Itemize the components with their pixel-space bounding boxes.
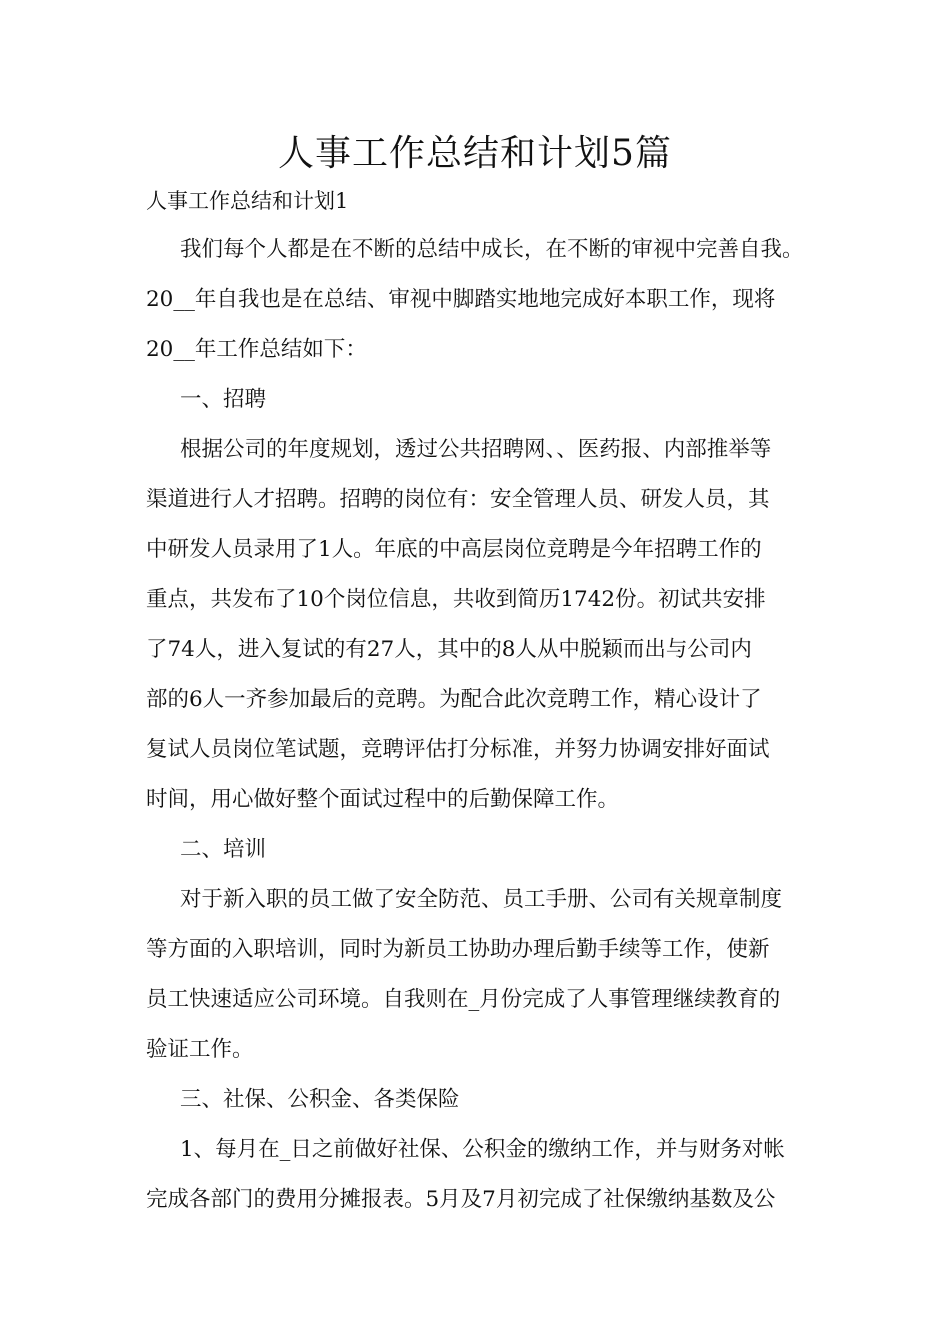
paragraph-line: 中研发人员录用了1人。年底的中高层岗位竞聘是今年招聘工作的 [146,537,762,562]
section-heading: 三、社保、公积金、各类保险 [180,1087,460,1112]
paragraph-line: 时间，用心做好整个面试过程中的后勤保障工作。 [146,787,620,812]
paragraph-line: 根据公司的年度规划，透过公共招聘网、、医药报、内部推举等 [180,437,772,462]
document-title: 人事工作总结和计划5篇 [278,133,672,174]
paragraph-line: 了74人，进入复试的有27人，其中的8人从中脱颖而出与公司内 [146,637,752,662]
paragraph-line: 20__年工作总结如下： [146,337,367,362]
paragraph-line: 渠道进行人才招聘。招聘的岗位有：安全管理人员、研发人员，其 [146,487,770,512]
paragraph-line: 完成各部门的费用分摊报表。5月及7月初完成了社保缴纳基数及公 [146,1187,776,1212]
paragraph-line: 对于新入职的员工做了安全防范、员工手册、公司有关规章制度 [180,887,783,912]
paragraph-line: 员工快速适应公司环境。自我则在_月份完成了人事管理继续教育的 [146,987,781,1012]
paragraph-line: 我们每个人都是在不断的总结中成长，在不断的审视中完善自我。 [180,237,804,262]
paragraph-line: 1、每月在_日之前做好社保、公积金的缴纳工作，并与财务对帐 [180,1137,785,1162]
paragraph-line: 重点，共发布了10个岗位信息，共收到简历1742份。初试共安排 [146,587,766,612]
paragraph-line: 等方面的入职培训，同时为新员工协助办理后勤手续等工作，使新 [146,937,770,962]
paragraph-line: 复试人员岗位笔试题，竞聘评估打分标准，并努力协调安排好面试 [146,737,770,762]
paragraph-line: 验证工作。 [146,1037,254,1062]
paragraph-line: 部的6人一齐参加最后的竞聘。为配合此次竞聘工作，精心设计了 [146,687,762,712]
paragraph-line: 20__年自我也是在总结、审视中脚踏实地地完成好本职工作，现将 [146,287,776,312]
document-subtitle: 人事工作总结和计划1 [146,189,349,213]
section-heading: 二、培训 [180,837,267,862]
document-body [146,229,826,1229]
section-heading: 一、招聘 [180,387,267,412]
